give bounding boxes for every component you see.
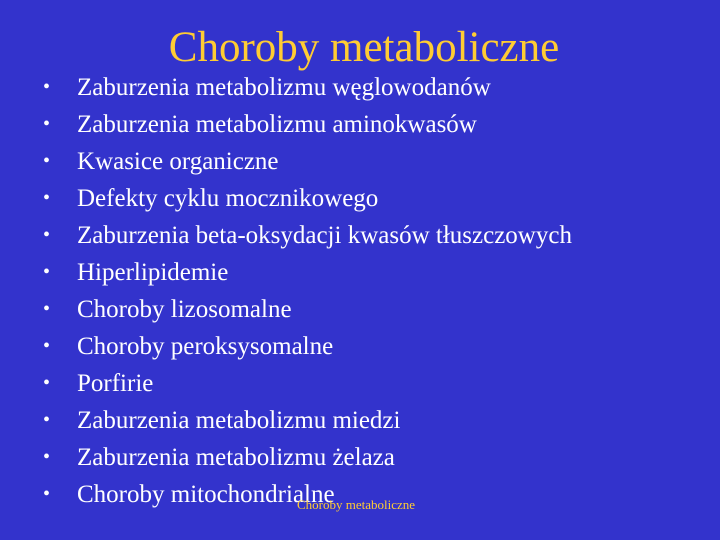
list-item-label: Zaburzenia metabolizmu żelaza bbox=[77, 444, 395, 471]
list-item-label: Zaburzenia beta-oksydacji kwasów tłuszczowych bbox=[77, 222, 572, 249]
bullet-icon: • bbox=[43, 261, 51, 283]
list-item-label: Hiperlipidemie bbox=[77, 259, 229, 286]
bullet-icon: • bbox=[43, 187, 51, 209]
bullet-icon: • bbox=[43, 483, 51, 505]
bullet-icon: • bbox=[43, 446, 51, 468]
list-item-label: Choroby peroksysomalne bbox=[77, 333, 334, 360]
list-item-label: Defekty cyklu mocznikowego bbox=[77, 185, 379, 212]
bullet-icon: • bbox=[43, 409, 51, 431]
list-item-label: Choroby lizosomalne bbox=[77, 296, 292, 323]
bullet-icon: • bbox=[43, 298, 51, 320]
bullet-icon: • bbox=[43, 224, 51, 246]
list-item-label: Kwasice organiczne bbox=[77, 148, 279, 175]
slide-title: Choroby metaboliczne bbox=[168, 24, 560, 71]
bullet-icon: • bbox=[43, 150, 51, 172]
bullet-icon: • bbox=[43, 76, 51, 98]
list-item-label: Zaburzenia metabolizmu węglowodanów bbox=[77, 74, 491, 101]
list-item-label: Choroby mitochondrialne bbox=[77, 481, 335, 508]
bullet-icon: • bbox=[43, 372, 51, 394]
list-item-label: Zaburzenia metabolizmu aminokwasów bbox=[77, 111, 477, 138]
list-item-label: Porfirie bbox=[77, 370, 154, 397]
list-item-label: Zaburzenia metabolizmu miedzi bbox=[77, 407, 401, 434]
bullet-icon: • bbox=[43, 113, 51, 135]
bullet-icon: • bbox=[43, 335, 51, 357]
slide-footer: Choroby metaboliczne bbox=[297, 497, 416, 512]
